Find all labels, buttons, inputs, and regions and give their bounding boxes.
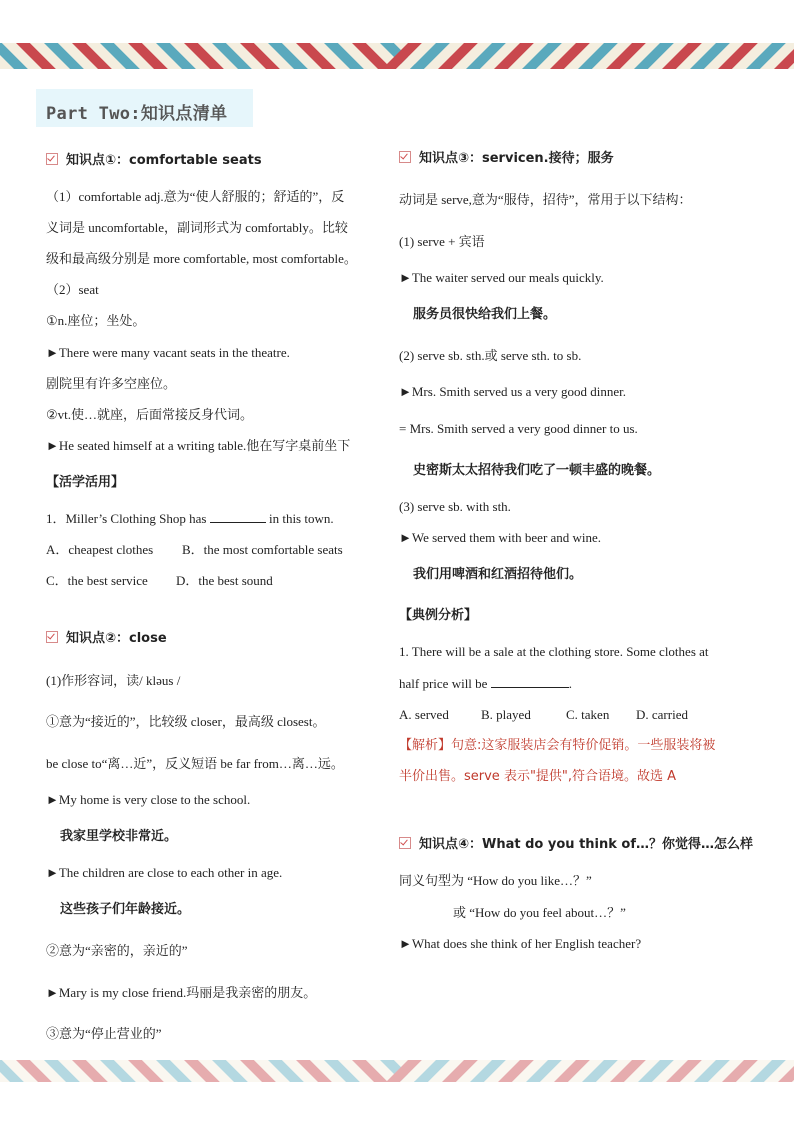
decorative-stripe-top <box>0 43 794 69</box>
option-d: D. carried <box>636 707 688 722</box>
translation: 史密斯太太招待我们吃了一顿丰盛的晚餐。 <box>413 463 661 478</box>
example-sentence: ►Mrs. Smith served us a very good dinner. <box>399 384 626 399</box>
text-line: ②意为“亲密的，亲近的” <box>46 943 188 958</box>
text-line: 义词是 uncomfortable，副词形式为 comfortably。比较 <box>46 220 348 235</box>
example-heading: 【典例分析】 <box>399 608 478 623</box>
text-line: 或 “How do you feel about…？” <box>453 905 626 920</box>
example-sentence: = Mrs. Smith served a very good dinner to us. <box>399 421 638 436</box>
section-heading-2: 知识点②：close <box>46 630 167 648</box>
decorative-stripe-bottom <box>0 1060 794 1082</box>
text-line: 动词是 serve,意为“服侍，招待”，常用于以下结构： <box>399 192 692 207</box>
option-c: C. taken <box>566 707 610 722</box>
translation: 服务员很快给我们上餐。 <box>413 307 557 322</box>
text-line: 级和最高级分别是 more comfortable, most comfortable。 <box>46 251 357 266</box>
option-d: D．the best sound <box>176 573 273 588</box>
page-title: Part Two:知识点清单 <box>46 104 228 124</box>
text-line: 剧院里有许多空座位。 <box>46 376 177 391</box>
text-line: ②vt.使…就座，后面常接反身代词。 <box>46 407 254 422</box>
translation: 我家里学校非常近。 <box>60 829 178 844</box>
answer-blank <box>210 510 266 523</box>
text-line: ①意为“接近的”，比较级 closer，最高级 closest。 <box>46 714 326 729</box>
practice-heading: 【活学活用】 <box>46 475 125 490</box>
checkbox-icon <box>46 631 58 643</box>
option-b: B．the most comfortable seats <box>182 542 343 557</box>
text-line: (1) serve + 宾语 <box>399 234 485 249</box>
example-sentence: ►We served them with beer and wine. <box>399 530 602 545</box>
section-heading-4: 知识点④：What do you think of…？你觉得…怎么样 <box>399 836 753 854</box>
option-a: A．cheapest clothes <box>46 542 154 557</box>
example-sentence: ►My home is very close to the school. <box>46 792 251 807</box>
option-a: A. served <box>399 707 449 722</box>
question-1: 1. There will be a sale at the clothing store. Some clothes at <box>399 644 709 659</box>
example-sentence: ►There were many vacant seats in the theatre. <box>46 345 290 360</box>
option-b: B. played <box>481 707 531 722</box>
example-sentence: ►The waiter served our meals quickly. <box>399 270 604 285</box>
option-c: C．the best service <box>46 573 148 588</box>
section-heading-1: 知识点①：comfortable seats <box>46 152 262 170</box>
text-line: ①n.座位；坐处。 <box>46 313 146 328</box>
translation: 我们用啤酒和红酒招待他们。 <box>413 567 583 582</box>
text-line: be close to“离…近”，反义短语 be far from…离…远。 <box>46 756 344 771</box>
analysis-line-1: 【解析】句意:这家服装店会有特价促销。一些服装将被 <box>399 738 716 753</box>
checkbox-icon <box>399 151 411 163</box>
text-line: (3) serve sb. with sth. <box>399 499 511 514</box>
section-heading-3: 知识点③：servicen.接待；服务 <box>399 150 614 168</box>
text-line: （2）seat <box>46 282 99 297</box>
translation: 这些孩子们年龄接近。 <box>60 902 191 917</box>
question-1: 1．Miller’s Clothing Shop has in this town. <box>46 511 334 526</box>
example-sentence: ►He seated himself at a writing table.他在写字桌前坐下 <box>46 438 351 453</box>
checkbox-icon <box>46 153 58 165</box>
text-line: （1）comfortable adj.意为“使人舒服的；舒适的”，反 <box>46 189 345 204</box>
checkbox-icon <box>399 837 411 849</box>
text-line: (2) serve sb. sth.或 serve sth. to sb. <box>399 348 582 363</box>
example-sentence: ►Mary is my close friend.玛丽是我亲密的朋友。 <box>46 985 317 1000</box>
text-line: ③意为“停止营业的” <box>46 1026 162 1041</box>
text-line: 同义句型为 “How do you like…？” <box>399 873 592 888</box>
analysis-line-2: 半价出售。serve 表示"提供",符合语境。故选 A <box>399 769 677 784</box>
question-1-cont: half price will be . <box>399 676 572 691</box>
example-sentence: ►The children are close to each other in age. <box>46 865 283 880</box>
text-line: (1)作形容词，读/ kləus / <box>46 673 181 688</box>
example-sentence: ►What does she think of her English teacher? <box>399 936 642 951</box>
answer-blank <box>491 675 569 688</box>
